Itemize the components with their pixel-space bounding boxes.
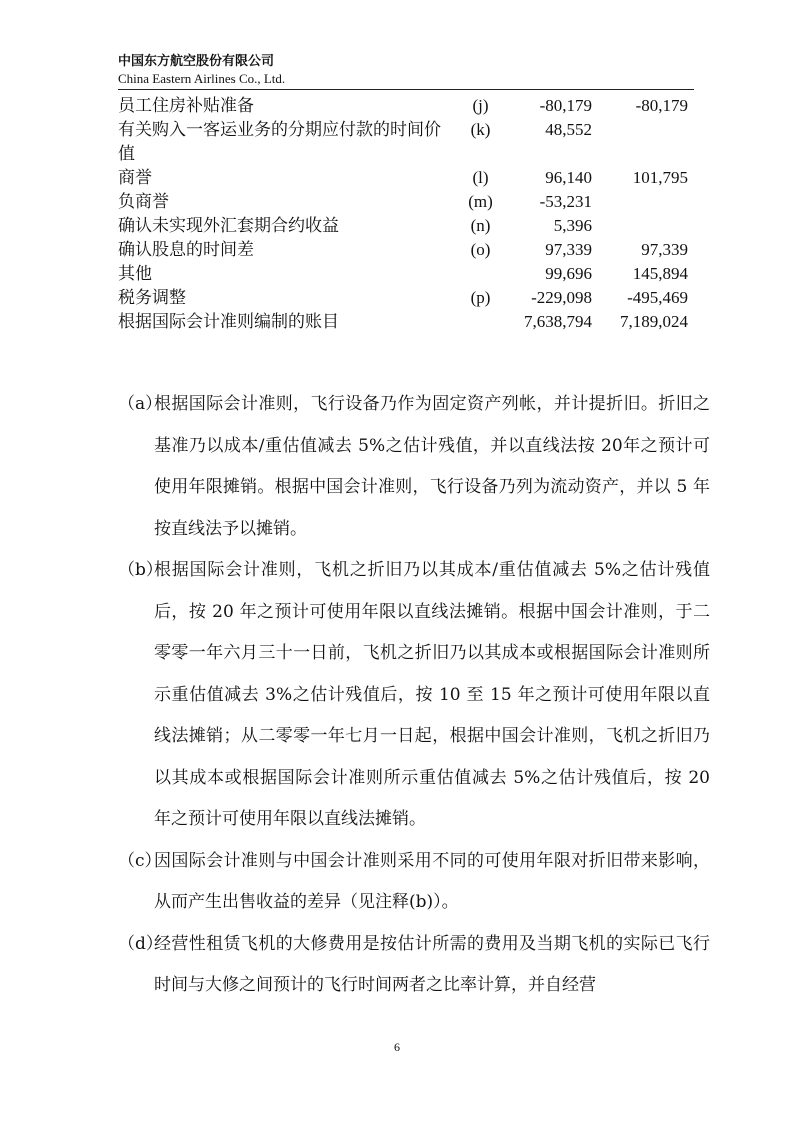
row-value-current: 99,696 xyxy=(545,264,592,283)
row-label: 其他 xyxy=(118,264,152,284)
note-text: 根据国际会计准则，飞行设备乃作为固定资产列帐，并计提折旧。折旧之基准乃以成本/重估值减去 5%之估计残值，并以直线法按 20年之预计可使用年限摊销。根据中国会计准则，飞行设备乃列为流动资产，并以 5 年按直线法予以摊销。 xyxy=(154,394,710,539)
row-label: 确认未实现外汇套期合约收益 xyxy=(118,216,339,236)
row-value-current: -53,231 xyxy=(539,192,592,211)
row-value-current: 48,552 xyxy=(545,120,592,139)
company-name-cn: 中国东方航空股份有限公司 xyxy=(118,54,275,69)
header-rule xyxy=(118,89,694,90)
table-row xyxy=(118,214,698,238)
row-value-current: 5,396 xyxy=(553,216,592,235)
table-row xyxy=(118,94,698,118)
row-note-ref: (l) xyxy=(472,168,489,187)
table-row xyxy=(118,118,698,166)
note-text: 根据国际会计准则，飞机之折旧乃以其成本/重估值减去 5%之估计残值后，按 20 年之预计可使用年限以直线法摊销。根据中国会计准则，于二零零一年六月三十一日前，飞机之折旧乃以其成本或根据国际会计准则所示重估值减去 3%之估计残值后，按 10 至 15 年之预计可使用年限以直线法摊销；从二零零一年七月一日起，根据中国会计准则，飞机之折旧乃以其成本或根据国际会计准则所示重估值减去 5%之估计残值后，按 20 年之预计可使用年限以直线法摊销。 xyxy=(154,560,710,829)
note-marker: （a） xyxy=(118,394,163,414)
note-marker: （b） xyxy=(118,560,163,580)
table-row xyxy=(118,262,698,286)
row-value-current: -80,179 xyxy=(539,96,592,115)
table-row xyxy=(118,190,698,214)
row-value-prior: -495,469 xyxy=(627,288,688,307)
row-note-ref: (m) xyxy=(468,192,493,211)
table-row xyxy=(118,238,698,262)
row-note-ref: (o) xyxy=(470,240,491,259)
row-label: 根据国际会计准则编制的账目 xyxy=(118,312,339,332)
row-value-current: 97,339 xyxy=(545,240,592,259)
reconciliation-table xyxy=(118,94,698,334)
note-paragraph-c xyxy=(118,841,710,924)
note-marker: （c） xyxy=(118,850,162,871)
row-value-current: 96,140 xyxy=(545,168,592,187)
row-note-ref: (k) xyxy=(470,120,491,139)
company-name-en: China Eastern Airlines Co., Ltd. xyxy=(118,71,286,86)
row-label: 商誉 xyxy=(118,168,152,188)
table-row xyxy=(118,310,698,334)
row-value-current: 7,638,794 xyxy=(524,312,592,331)
note-paragraph-d xyxy=(118,924,710,1007)
table-row xyxy=(118,166,698,190)
row-label: 确认股息的时间差 xyxy=(118,240,254,260)
notes-section xyxy=(118,384,710,1007)
page-number: 6 xyxy=(394,1040,400,1054)
note-text: 因国际会计准则与中国会计准则采用不同的可使用年限对折旧带来影响，从而产生出售收益的差异（见注释(b)）。 xyxy=(154,850,710,912)
row-label: 员工住房补贴准备 xyxy=(118,96,254,116)
note-paragraph-b xyxy=(118,550,710,841)
table-row xyxy=(118,286,698,310)
row-label: 负商誉 xyxy=(118,192,169,212)
row-note-ref: (n) xyxy=(470,216,491,235)
note-text: 经营性租赁飞机的大修费用是按估计所需的费用及当期飞机的实际已飞行时间与大修之间预计的飞行时间两者之比率计算，并自经营 xyxy=(154,933,710,995)
row-value-prior: -80,179 xyxy=(635,96,688,115)
page-header xyxy=(118,53,694,90)
row-label: 有关购入一客运业务的分期应付款的时间价值 xyxy=(118,120,441,164)
row-value-current: -229,098 xyxy=(531,288,592,307)
note-paragraph-a xyxy=(118,384,710,550)
row-note-ref: (p) xyxy=(470,288,491,307)
row-value-prior: 145,894 xyxy=(632,264,688,283)
row-note-ref: (j) xyxy=(472,96,489,115)
row-label: 税务调整 xyxy=(118,288,186,308)
note-marker: （d） xyxy=(118,933,163,954)
row-value-prior: 101,795 xyxy=(632,168,688,187)
row-value-prior: 7,189,024 xyxy=(620,312,688,331)
row-value-prior: 97,339 xyxy=(641,240,688,259)
